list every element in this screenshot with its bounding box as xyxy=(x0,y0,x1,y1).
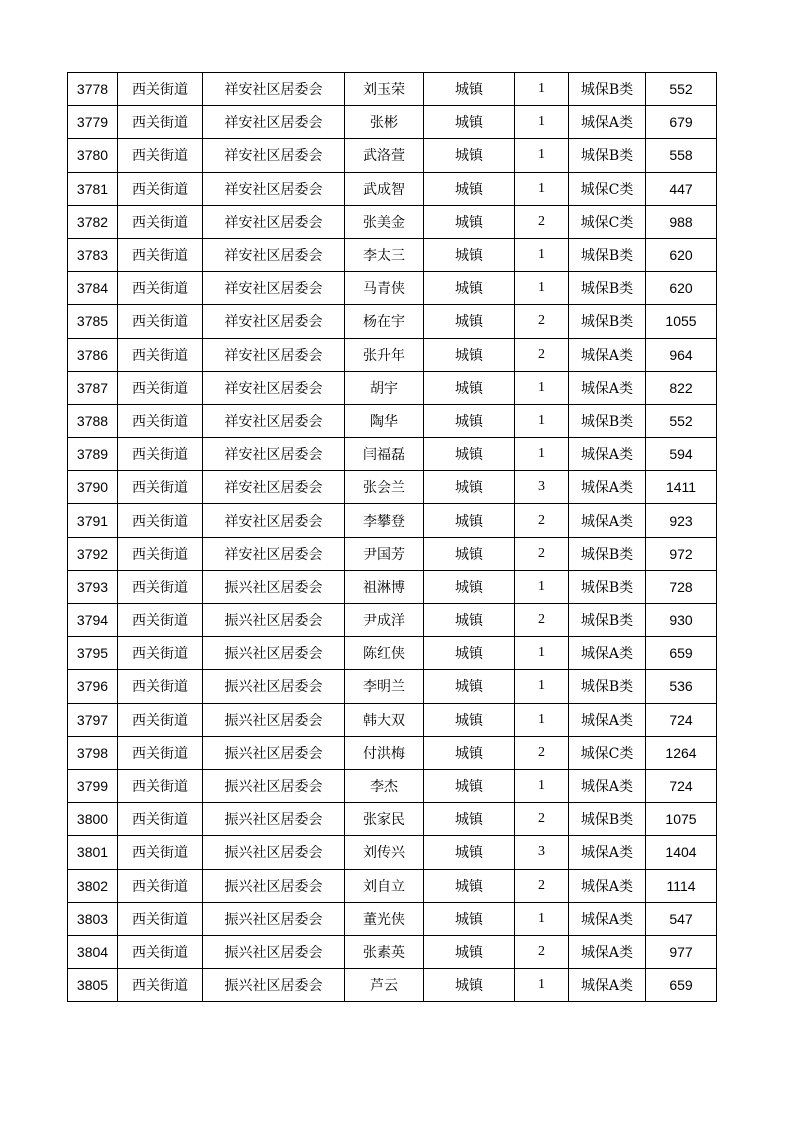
street-cell: 西关街道 xyxy=(118,106,203,139)
table-row xyxy=(68,537,717,570)
street-cell: 西关街道 xyxy=(118,238,203,271)
amount-cell: 724 xyxy=(646,769,717,802)
amount-cell: 724 xyxy=(646,703,717,736)
category-cell: 城镇 xyxy=(424,139,515,172)
insurance-type-cell: 城保A类 xyxy=(569,471,646,504)
insurance-type-cell: 城保B类 xyxy=(569,305,646,338)
street-cell: 西关街道 xyxy=(118,836,203,869)
category-cell: 城镇 xyxy=(424,106,515,139)
insurance-type-cell: 城保A类 xyxy=(569,769,646,802)
street-cell: 西关街道 xyxy=(118,537,203,570)
household-count-cell: 2 xyxy=(515,537,569,570)
community-cell: 祥安社区居委会 xyxy=(203,537,345,570)
community-cell: 振兴社区居委会 xyxy=(203,803,345,836)
table-row xyxy=(68,902,717,935)
table-row xyxy=(68,736,717,769)
category-cell: 城镇 xyxy=(424,172,515,205)
insurance-type-cell: 城保C类 xyxy=(569,736,646,769)
name-cell: 闫福磊 xyxy=(345,438,424,471)
category-cell: 城镇 xyxy=(424,604,515,637)
record-id-cell: 3795 xyxy=(68,637,118,670)
household-count-cell: 1 xyxy=(515,438,569,471)
community-cell: 祥安社区居委会 xyxy=(203,338,345,371)
community-cell: 祥安社区居委会 xyxy=(203,438,345,471)
table-row xyxy=(68,106,717,139)
category-cell: 城镇 xyxy=(424,73,515,106)
insurance-type-cell: 城保A类 xyxy=(569,338,646,371)
community-cell: 祥安社区居委会 xyxy=(203,471,345,504)
name-cell: 李太三 xyxy=(345,238,424,271)
record-id-cell: 3793 xyxy=(68,570,118,603)
insurance-type-cell: 城保C类 xyxy=(569,172,646,205)
household-count-cell: 3 xyxy=(515,836,569,869)
amount-cell: 964 xyxy=(646,338,717,371)
name-cell: 祖淋博 xyxy=(345,570,424,603)
street-cell: 西关街道 xyxy=(118,703,203,736)
insurance-type-cell: 城保B类 xyxy=(569,73,646,106)
street-cell: 西关街道 xyxy=(118,305,203,338)
record-id-cell: 3804 xyxy=(68,935,118,968)
street-cell: 西关街道 xyxy=(118,371,203,404)
street-cell: 西关街道 xyxy=(118,969,203,1002)
record-id-cell: 3800 xyxy=(68,803,118,836)
name-cell: 武成智 xyxy=(345,172,424,205)
street-cell: 西关街道 xyxy=(118,338,203,371)
amount-cell: 552 xyxy=(646,404,717,437)
category-cell: 城镇 xyxy=(424,803,515,836)
record-id-cell: 3784 xyxy=(68,272,118,305)
amount-cell: 728 xyxy=(646,570,717,603)
household-count-cell: 1 xyxy=(515,670,569,703)
street-cell: 西关街道 xyxy=(118,869,203,902)
name-cell: 刘玉荣 xyxy=(345,73,424,106)
street-cell: 西关街道 xyxy=(118,272,203,305)
insurance-type-cell: 城保A类 xyxy=(569,371,646,404)
category-cell: 城镇 xyxy=(424,736,515,769)
name-cell: 李攀登 xyxy=(345,504,424,537)
table-row xyxy=(68,969,717,1002)
amount-cell: 447 xyxy=(646,172,717,205)
record-id-cell: 3803 xyxy=(68,902,118,935)
record-id-cell: 3782 xyxy=(68,205,118,238)
amount-cell: 972 xyxy=(646,537,717,570)
name-cell: 胡宇 xyxy=(345,371,424,404)
community-cell: 振兴社区居委会 xyxy=(203,769,345,802)
household-count-cell: 2 xyxy=(515,205,569,238)
household-count-cell: 1 xyxy=(515,637,569,670)
insurance-type-cell: 城保A类 xyxy=(569,902,646,935)
household-count-cell: 2 xyxy=(515,803,569,836)
household-count-cell: 1 xyxy=(515,272,569,305)
table-row xyxy=(68,371,717,404)
table-row xyxy=(68,637,717,670)
table-row xyxy=(68,438,717,471)
record-id-cell: 3785 xyxy=(68,305,118,338)
household-count-cell: 1 xyxy=(515,238,569,271)
community-cell: 祥安社区居委会 xyxy=(203,139,345,172)
street-cell: 西关街道 xyxy=(118,902,203,935)
record-id-cell: 3778 xyxy=(68,73,118,106)
table-body xyxy=(68,73,717,1002)
record-id-cell: 3790 xyxy=(68,471,118,504)
records-table xyxy=(67,72,717,1002)
insurance-type-cell: 城保A类 xyxy=(569,703,646,736)
record-id-cell: 3786 xyxy=(68,338,118,371)
street-cell: 西关街道 xyxy=(118,570,203,603)
community-cell: 祥安社区居委会 xyxy=(203,73,345,106)
table-row xyxy=(68,570,717,603)
record-id-cell: 3788 xyxy=(68,404,118,437)
category-cell: 城镇 xyxy=(424,438,515,471)
community-cell: 祥安社区居委会 xyxy=(203,272,345,305)
table-row xyxy=(68,172,717,205)
record-id-cell: 3796 xyxy=(68,670,118,703)
household-count-cell: 1 xyxy=(515,172,569,205)
category-cell: 城镇 xyxy=(424,537,515,570)
community-cell: 振兴社区居委会 xyxy=(203,570,345,603)
name-cell: 尹成洋 xyxy=(345,604,424,637)
insurance-type-cell: 城保A类 xyxy=(569,836,646,869)
record-id-cell: 3794 xyxy=(68,604,118,637)
record-id-cell: 3781 xyxy=(68,172,118,205)
street-cell: 西关街道 xyxy=(118,736,203,769)
record-id-cell: 3805 xyxy=(68,969,118,1002)
household-count-cell: 1 xyxy=(515,73,569,106)
insurance-type-cell: 城保B类 xyxy=(569,670,646,703)
household-count-cell: 2 xyxy=(515,736,569,769)
record-id-cell: 3797 xyxy=(68,703,118,736)
category-cell: 城镇 xyxy=(424,238,515,271)
street-cell: 西关街道 xyxy=(118,604,203,637)
name-cell: 张美金 xyxy=(345,205,424,238)
amount-cell: 977 xyxy=(646,935,717,968)
table-row xyxy=(68,604,717,637)
community-cell: 振兴社区居委会 xyxy=(203,836,345,869)
name-cell: 杨在宇 xyxy=(345,305,424,338)
street-cell: 西关街道 xyxy=(118,172,203,205)
street-cell: 西关街道 xyxy=(118,637,203,670)
name-cell: 马青侠 xyxy=(345,272,424,305)
amount-cell: 1404 xyxy=(646,836,717,869)
household-count-cell: 1 xyxy=(515,371,569,404)
community-cell: 祥安社区居委会 xyxy=(203,371,345,404)
household-count-cell: 2 xyxy=(515,935,569,968)
table-row xyxy=(68,836,717,869)
category-cell: 城镇 xyxy=(424,670,515,703)
community-cell: 振兴社区居委会 xyxy=(203,736,345,769)
community-cell: 振兴社区居委会 xyxy=(203,670,345,703)
insurance-type-cell: 城保B类 xyxy=(569,238,646,271)
community-cell: 振兴社区居委会 xyxy=(203,869,345,902)
street-cell: 西关街道 xyxy=(118,769,203,802)
amount-cell: 679 xyxy=(646,106,717,139)
household-count-cell: 2 xyxy=(515,338,569,371)
household-count-cell: 3 xyxy=(515,471,569,504)
record-id-cell: 3798 xyxy=(68,736,118,769)
name-cell: 付洪梅 xyxy=(345,736,424,769)
street-cell: 西关街道 xyxy=(118,670,203,703)
name-cell: 李明兰 xyxy=(345,670,424,703)
category-cell: 城镇 xyxy=(424,338,515,371)
community-cell: 振兴社区居委会 xyxy=(203,902,345,935)
category-cell: 城镇 xyxy=(424,869,515,902)
insurance-type-cell: 城保A类 xyxy=(569,969,646,1002)
table-row xyxy=(68,670,717,703)
amount-cell: 988 xyxy=(646,205,717,238)
insurance-type-cell: 城保B类 xyxy=(569,570,646,603)
insurance-type-cell: 城保A类 xyxy=(569,504,646,537)
amount-cell: 1075 xyxy=(646,803,717,836)
household-count-cell: 2 xyxy=(515,504,569,537)
insurance-type-cell: 城保B类 xyxy=(569,803,646,836)
insurance-type-cell: 城保A类 xyxy=(569,438,646,471)
category-cell: 城镇 xyxy=(424,504,515,537)
community-cell: 振兴社区居委会 xyxy=(203,969,345,1002)
record-id-cell: 3802 xyxy=(68,869,118,902)
name-cell: 刘传兴 xyxy=(345,836,424,869)
street-cell: 西关街道 xyxy=(118,404,203,437)
name-cell: 武洛萱 xyxy=(345,139,424,172)
table-row xyxy=(68,504,717,537)
household-count-cell: 2 xyxy=(515,305,569,338)
category-cell: 城镇 xyxy=(424,637,515,670)
insurance-type-cell: 城保B类 xyxy=(569,604,646,637)
category-cell: 城镇 xyxy=(424,272,515,305)
name-cell: 陈红侠 xyxy=(345,637,424,670)
street-cell: 西关街道 xyxy=(118,139,203,172)
table-row xyxy=(68,73,717,106)
category-cell: 城镇 xyxy=(424,570,515,603)
table-row xyxy=(68,272,717,305)
record-id-cell: 3799 xyxy=(68,769,118,802)
name-cell: 韩大双 xyxy=(345,703,424,736)
category-cell: 城镇 xyxy=(424,836,515,869)
name-cell: 张家民 xyxy=(345,803,424,836)
record-id-cell: 3789 xyxy=(68,438,118,471)
household-count-cell: 1 xyxy=(515,106,569,139)
insurance-type-cell: 城保A类 xyxy=(569,935,646,968)
category-cell: 城镇 xyxy=(424,205,515,238)
amount-cell: 1114 xyxy=(646,869,717,902)
record-id-cell: 3783 xyxy=(68,238,118,271)
table-row xyxy=(68,205,717,238)
amount-cell: 620 xyxy=(646,238,717,271)
community-cell: 振兴社区居委会 xyxy=(203,637,345,670)
category-cell: 城镇 xyxy=(424,969,515,1002)
name-cell: 李杰 xyxy=(345,769,424,802)
amount-cell: 659 xyxy=(646,637,717,670)
community-cell: 祥安社区居委会 xyxy=(203,504,345,537)
insurance-type-cell: 城保A类 xyxy=(569,637,646,670)
amount-cell: 923 xyxy=(646,504,717,537)
table-row xyxy=(68,769,717,802)
amount-cell: 558 xyxy=(646,139,717,172)
community-cell: 祥安社区居委会 xyxy=(203,305,345,338)
street-cell: 西关街道 xyxy=(118,471,203,504)
name-cell: 张彬 xyxy=(345,106,424,139)
insurance-type-cell: 城保B类 xyxy=(569,404,646,437)
record-id-cell: 3792 xyxy=(68,537,118,570)
table-row xyxy=(68,139,717,172)
amount-cell: 547 xyxy=(646,902,717,935)
amount-cell: 536 xyxy=(646,670,717,703)
street-cell: 西关街道 xyxy=(118,935,203,968)
street-cell: 西关街道 xyxy=(118,73,203,106)
name-cell: 张会兰 xyxy=(345,471,424,504)
street-cell: 西关街道 xyxy=(118,504,203,537)
amount-cell: 930 xyxy=(646,604,717,637)
street-cell: 西关街道 xyxy=(118,803,203,836)
community-cell: 祥安社区居委会 xyxy=(203,238,345,271)
category-cell: 城镇 xyxy=(424,471,515,504)
community-cell: 祥安社区居委会 xyxy=(203,172,345,205)
community-cell: 祥安社区居委会 xyxy=(203,404,345,437)
community-cell: 振兴社区居委会 xyxy=(203,604,345,637)
household-count-cell: 1 xyxy=(515,570,569,603)
amount-cell: 552 xyxy=(646,73,717,106)
insurance-type-cell: 城保B类 xyxy=(569,272,646,305)
amount-cell: 620 xyxy=(646,272,717,305)
name-cell: 刘自立 xyxy=(345,869,424,902)
amount-cell: 594 xyxy=(646,438,717,471)
name-cell: 张素英 xyxy=(345,935,424,968)
record-id-cell: 3787 xyxy=(68,371,118,404)
community-cell: 振兴社区居委会 xyxy=(203,935,345,968)
amount-cell: 659 xyxy=(646,969,717,1002)
record-id-cell: 3791 xyxy=(68,504,118,537)
table-row xyxy=(68,471,717,504)
category-cell: 城镇 xyxy=(424,371,515,404)
table-row xyxy=(68,338,717,371)
household-count-cell: 1 xyxy=(515,902,569,935)
category-cell: 城镇 xyxy=(424,404,515,437)
amount-cell: 1411 xyxy=(646,471,717,504)
street-cell: 西关街道 xyxy=(118,438,203,471)
table-row xyxy=(68,404,717,437)
name-cell: 芦云 xyxy=(345,969,424,1002)
street-cell: 西关街道 xyxy=(118,205,203,238)
insurance-type-cell: 城保A类 xyxy=(569,869,646,902)
category-cell: 城镇 xyxy=(424,935,515,968)
insurance-type-cell: 城保C类 xyxy=(569,205,646,238)
community-cell: 祥安社区居委会 xyxy=(203,205,345,238)
household-count-cell: 1 xyxy=(515,139,569,172)
household-count-cell: 1 xyxy=(515,769,569,802)
category-cell: 城镇 xyxy=(424,703,515,736)
table-row xyxy=(68,869,717,902)
table-row xyxy=(68,935,717,968)
insurance-type-cell: 城保A类 xyxy=(569,106,646,139)
name-cell: 尹国芳 xyxy=(345,537,424,570)
insurance-type-cell: 城保B类 xyxy=(569,139,646,172)
record-id-cell: 3801 xyxy=(68,836,118,869)
household-count-cell: 1 xyxy=(515,703,569,736)
name-cell: 陶华 xyxy=(345,404,424,437)
household-count-cell: 1 xyxy=(515,969,569,1002)
table-row xyxy=(68,238,717,271)
record-id-cell: 3780 xyxy=(68,139,118,172)
table-row xyxy=(68,305,717,338)
amount-cell: 1055 xyxy=(646,305,717,338)
amount-cell: 1264 xyxy=(646,736,717,769)
table-row xyxy=(68,703,717,736)
community-cell: 振兴社区居委会 xyxy=(203,703,345,736)
household-count-cell: 2 xyxy=(515,869,569,902)
category-cell: 城镇 xyxy=(424,305,515,338)
name-cell: 张升年 xyxy=(345,338,424,371)
category-cell: 城镇 xyxy=(424,769,515,802)
community-cell: 祥安社区居委会 xyxy=(203,106,345,139)
amount-cell: 822 xyxy=(646,371,717,404)
category-cell: 城镇 xyxy=(424,902,515,935)
table-row xyxy=(68,803,717,836)
household-count-cell: 1 xyxy=(515,404,569,437)
name-cell: 董光侠 xyxy=(345,902,424,935)
household-count-cell: 2 xyxy=(515,604,569,637)
record-id-cell: 3779 xyxy=(68,106,118,139)
insurance-type-cell: 城保B类 xyxy=(569,537,646,570)
